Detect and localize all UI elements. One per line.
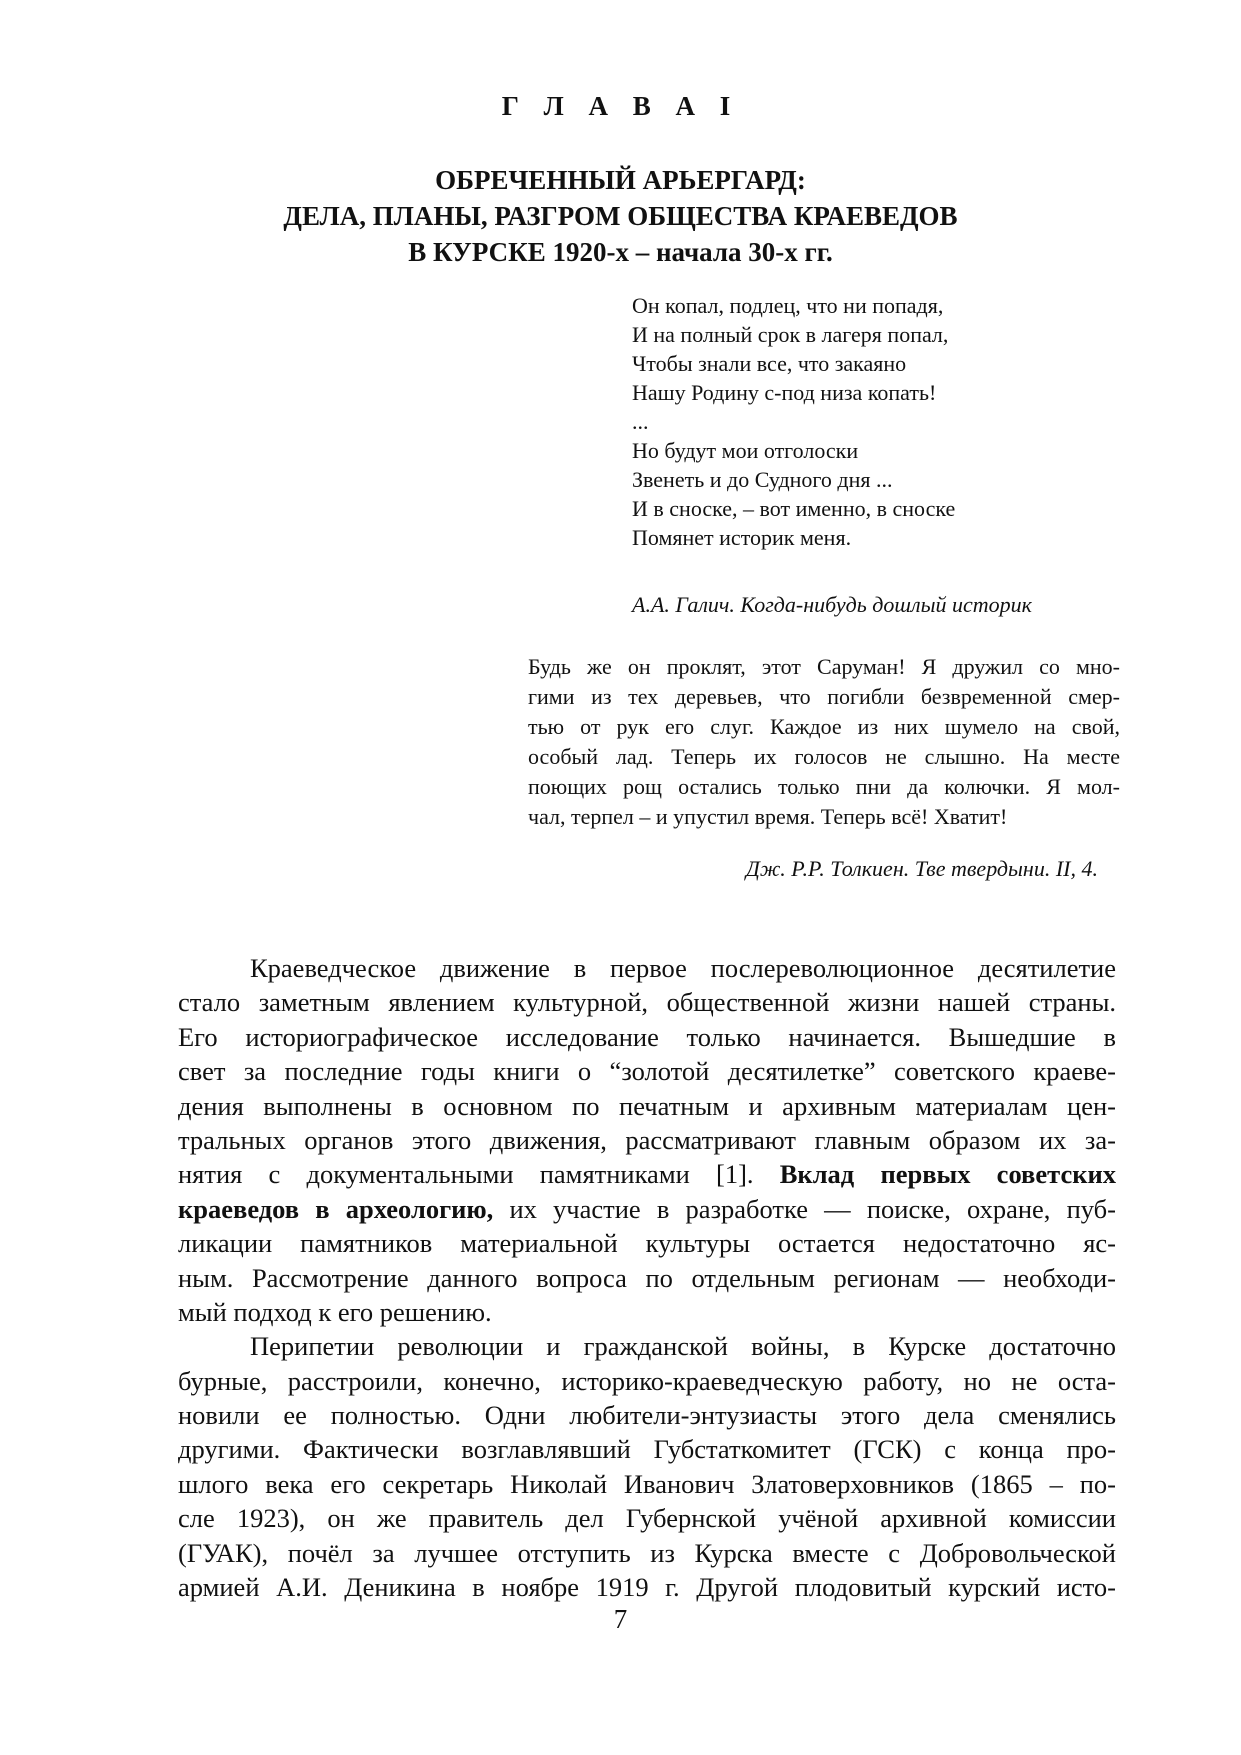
epigraph-quote: [528, 652, 1120, 832]
paragraph-line: мый подход к его решению.: [178, 1296, 492, 1327]
bold-text: краеведов в археологию,: [178, 1193, 494, 1224]
poem-line: ...: [632, 409, 649, 434]
paragraph-line: другими. Фактически возглавлявший Губстаткомитет (ГСК) с конца про-: [178, 1434, 1116, 1465]
paragraph-line: тральных органов этого движения, рассматривают главным образом их за-: [178, 1124, 1116, 1155]
paragraph-line: дения выполнены в основном по печатным и архивным материалам цен-: [178, 1090, 1116, 1121]
paragraph-line: (ГУАК), почёл за лучшее отступить из Курска вместе с Добровольческой: [178, 1537, 1116, 1568]
quote-attribution: Дж. Р.Р. Толкиен. Тве твердыни. II, 4.: [745, 856, 1098, 881]
poem-line: И на полный срок в лагеря попал,: [632, 322, 949, 347]
text-span: нятия с документальными памятниками [1].: [178, 1159, 780, 1190]
poem-line: Чтобы знали все, что закаяно: [632, 351, 907, 376]
paragraph-line: свет за последние годы книги о “золотой десятилетке” советского краеве-: [178, 1056, 1116, 1087]
chapter-heading: Г Л А В А I: [501, 91, 740, 121]
chapter-title-line: ОБРЕЧЕННЫЙ АРЬЕРГАРД:: [435, 165, 806, 195]
quote-line: гими из тех деревьев, что погибли безвременной смер-: [528, 684, 1120, 709]
page-number: 7: [613, 1604, 628, 1634]
quote-line: Будь же он проклят, этот Саруман! Я дружил со мно-: [528, 654, 1120, 679]
text-span: их участие в разработке — поиске, охране, пуб-: [493, 1193, 1116, 1224]
paragraph-line: Перипетии революции и гражданской войны, в Курске достаточно: [250, 1331, 1116, 1362]
chapter-title-line: ДЕЛА, ПЛАНЫ, РАЗГРОМ ОБЩЕСТВА КРАЕВЕДОВ: [283, 201, 958, 231]
poem-line: И в сноске, – вот именно, в сноске: [632, 496, 956, 521]
paragraph-line: Краеведческое движение в первое послереволюционное десятилетие: [250, 953, 1116, 983]
bold-text: Вклад первых советских: [779, 1159, 1116, 1190]
chapter-title-line: В КУРСКЕ 1920-х – начала 30-х гг.: [408, 237, 833, 267]
quote-line: чал, терпел – и упустил время. Теперь всё! Хватит!: [528, 804, 1008, 829]
paragraph-line: ным. Рассмотрение данного вопроса по отдельным регионам — необходи-: [178, 1262, 1116, 1293]
paragraph-line: [178, 1157, 1116, 1191]
poem-attribution: А.А. Галич. Когда-нибудь дошлый историк: [632, 592, 1032, 617]
body-text: [178, 951, 1116, 1604]
paragraph-line: армией А.И. Деникина в ноябре 1919 г. Другой плодовитый курский исто-: [178, 1572, 1116, 1603]
quote-line: особый лад. Теперь их голосов не слышно. На месте: [528, 744, 1120, 769]
poem-line: Нашу Родину с-под низа копать!: [632, 380, 937, 405]
paragraph-line: бурные, расстроили, конечно, историко-краеведческую работу, но не оста-: [178, 1365, 1116, 1396]
paragraph-line: ликации памятников материальной культуры остается недостаточно яс-: [178, 1228, 1116, 1259]
quote-line: поющих рощ остались только пни да колючки. Я мол-: [528, 774, 1120, 799]
paragraph-line: [178, 1192, 1116, 1226]
poem-line: Звенеть и до Судного дня ...: [632, 467, 893, 492]
poem-line: Он копал, подлец, что ни попадя,: [632, 293, 944, 318]
chapter-title: [0, 162, 1241, 270]
epigraph-poem: [632, 291, 955, 552]
quote-line: тью от рук его слуг. Каждое из них шумело на свой,: [528, 714, 1120, 739]
paragraph-line: шлого века его секретарь Николай Иванович Златоверховников (1865 – по-: [178, 1468, 1116, 1499]
paragraph-line: новили ее полностью. Одни любители-энтузиасты этого дела сменялись: [178, 1400, 1116, 1431]
paragraph-line: стало заметным явлением культурной, общественной жизни нашей страны.: [178, 987, 1116, 1018]
paragraph-line: Его историографическое исследование только начинается. Вышедшие в: [178, 1021, 1116, 1052]
paragraph-line: сле 1923), он же правитель дел Губернской учёной архивной комиссии: [178, 1503, 1116, 1534]
poem-line: Но будут мои отголоски: [632, 438, 859, 463]
poem-line: Помянет историк меня.: [632, 525, 852, 550]
